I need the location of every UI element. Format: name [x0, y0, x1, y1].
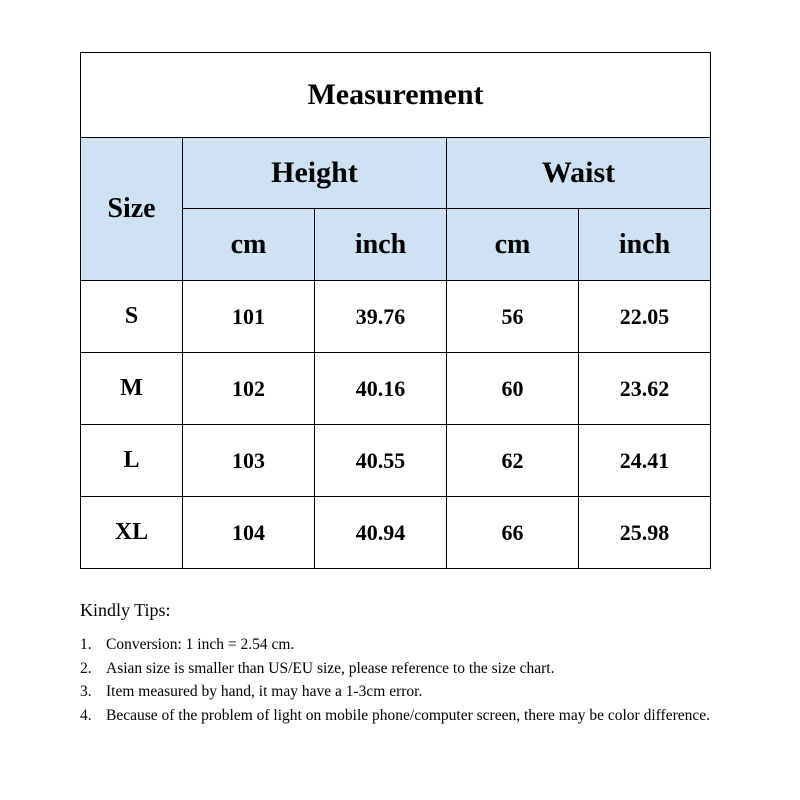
- waist-cm-cell: 66: [447, 497, 579, 569]
- height-cm-cell: 103: [183, 425, 315, 497]
- list-item-number: 2.: [80, 659, 92, 677]
- size-cell: L: [81, 425, 183, 497]
- waist-inch-cell: 25.98: [579, 497, 711, 569]
- height-cm-header: cm: [183, 209, 315, 281]
- waist-cm-cell: 60: [447, 353, 579, 425]
- size-cell: M: [81, 353, 183, 425]
- waist-cm-cell: 56: [447, 281, 579, 353]
- table-row: [81, 281, 711, 353]
- size-column-header: Size: [81, 138, 183, 281]
- size-chart-table: [80, 52, 711, 569]
- tips-list: [80, 633, 720, 727]
- size-cell: S: [81, 281, 183, 353]
- height-inch-cell: 40.94: [315, 497, 447, 569]
- height-inch-header: inch: [315, 209, 447, 281]
- list-item-text: Conversion: 1 inch = 2.54 cm.: [106, 636, 295, 653]
- waist-group-header: Waist: [447, 138, 711, 209]
- list-item-text: Item measured by hand, it may have a 1-3cm error.: [106, 683, 423, 700]
- table-title: Measurement: [81, 53, 711, 138]
- list-item-number: 1.: [80, 636, 92, 653]
- list-item: [80, 680, 720, 704]
- waist-inch-header: inch: [579, 209, 711, 281]
- waist-inch-cell: 23.62: [579, 353, 711, 425]
- title-row: [81, 53, 711, 138]
- tips-title: Kindly Tips:: [80, 600, 171, 620]
- table-row: [81, 425, 711, 497]
- list-item-text: Because of the problem of light on mobile phone/computer screen, there may be color difference.: [106, 706, 710, 724]
- table-row: [81, 353, 711, 425]
- height-cm-cell: 101: [183, 281, 315, 353]
- list-item-text: Asian size is smaller than US/EU size, please reference to the size chart.: [106, 659, 555, 677]
- height-group-header: Height: [183, 138, 447, 209]
- list-item-number: 4.: [80, 706, 92, 724]
- height-cm-cell: 104: [183, 497, 315, 569]
- group-header-row: [81, 138, 711, 209]
- list-item: [80, 633, 720, 657]
- size-cell: XL: [81, 497, 183, 569]
- kindly-tips: [80, 600, 720, 727]
- height-cm-cell: 102: [183, 353, 315, 425]
- waist-cm-header: cm: [447, 209, 579, 281]
- list-item-number: 3.: [80, 683, 92, 700]
- list-item: [80, 704, 720, 728]
- waist-cm-cell: 62: [447, 425, 579, 497]
- table-row: [81, 497, 711, 569]
- height-inch-cell: 40.16: [315, 353, 447, 425]
- height-inch-cell: 40.55: [315, 425, 447, 497]
- height-inch-cell: 39.76: [315, 281, 447, 353]
- waist-inch-cell: 24.41: [579, 425, 711, 497]
- waist-inch-cell: 22.05: [579, 281, 711, 353]
- list-item: [80, 657, 720, 681]
